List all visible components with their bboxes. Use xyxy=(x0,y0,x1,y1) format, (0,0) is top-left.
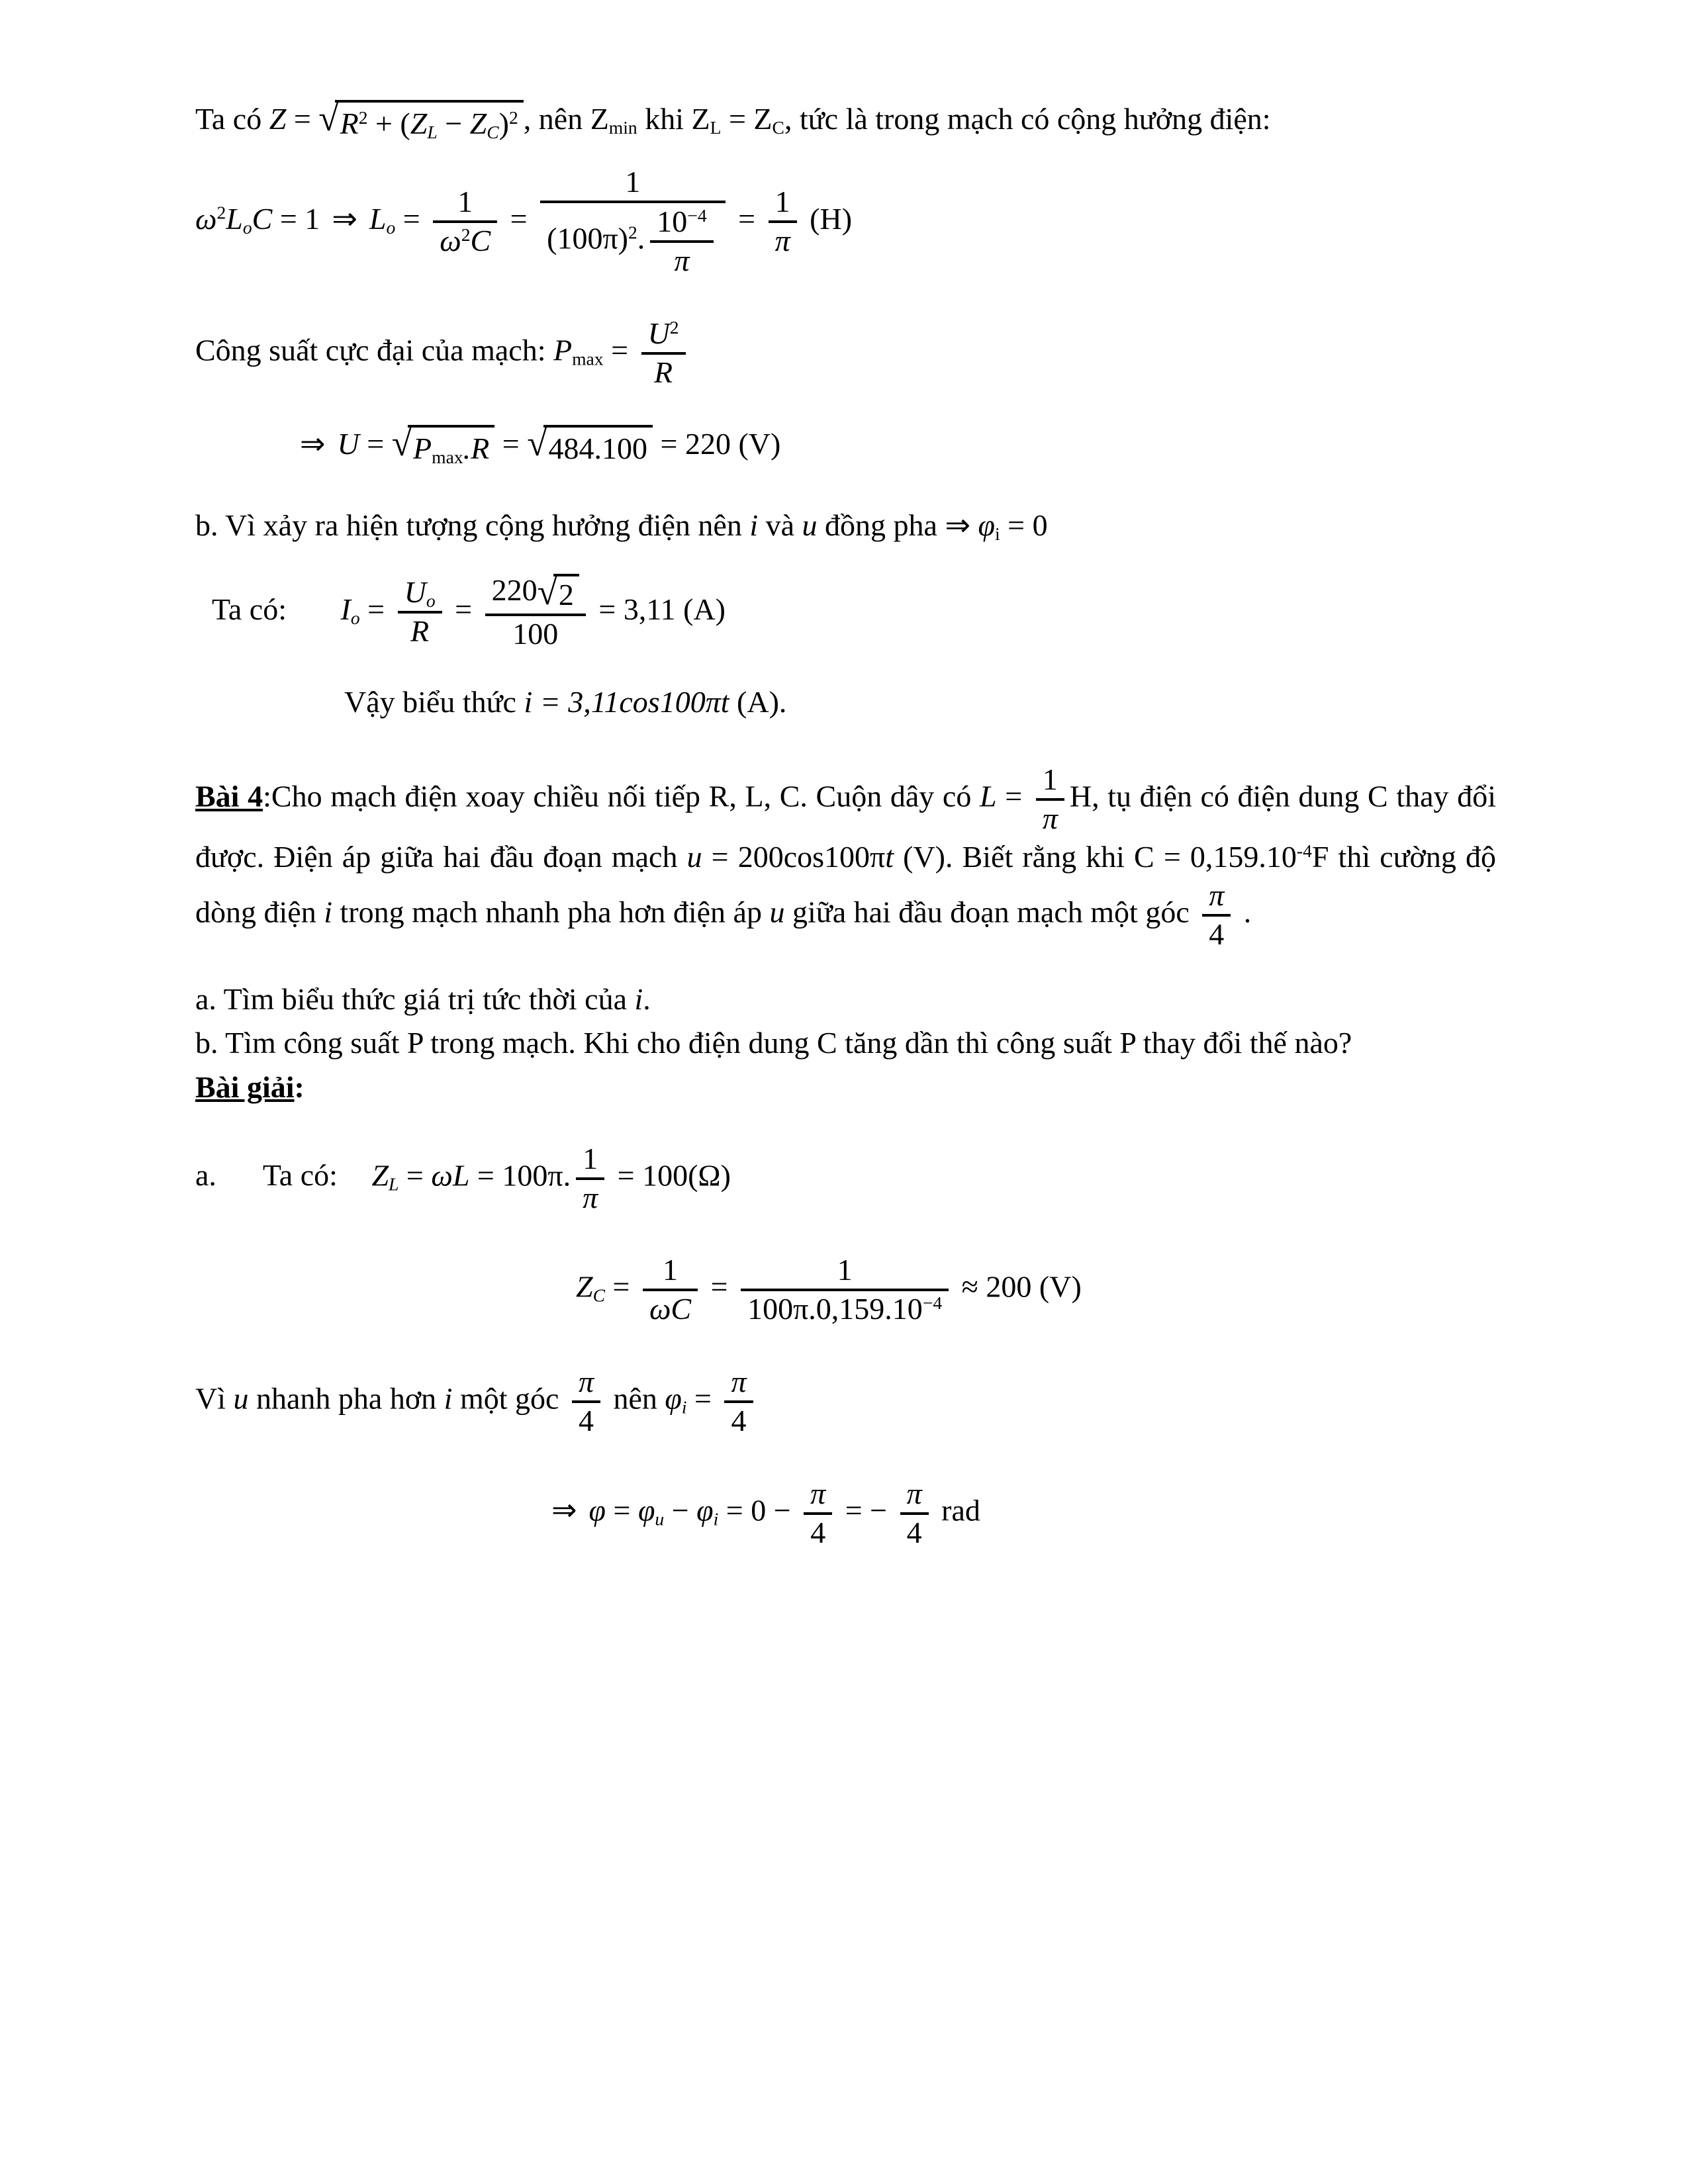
sqrt-sign-icon: √ xyxy=(391,423,412,464)
sqrt-expression xyxy=(318,100,524,144)
sqrt-body xyxy=(408,425,494,469)
var-omega: ω xyxy=(195,201,217,236)
fraction xyxy=(804,1476,832,1551)
line-impedance-intro xyxy=(195,99,1496,144)
text: giữa hai đầu đoạn mạch một góc xyxy=(784,895,1197,929)
text: khi Z xyxy=(637,102,710,136)
sub: i xyxy=(713,1508,719,1529)
unit: (V) xyxy=(1039,1269,1082,1304)
fraction-denominator: π xyxy=(576,1177,604,1216)
var-i: i xyxy=(324,895,332,929)
sub: o xyxy=(350,607,360,628)
var-I: I xyxy=(340,592,351,626)
text: , tức là trong mạch có cộng hưởng điện: xyxy=(784,102,1271,136)
fraction xyxy=(572,1364,600,1439)
sqrt-sign-icon: √ xyxy=(527,423,547,464)
text: = xyxy=(996,779,1031,813)
text: Ta có xyxy=(195,102,269,136)
text: F thì cường độ dòng điện xyxy=(195,840,1496,929)
text: = 0 xyxy=(1000,508,1048,543)
fraction xyxy=(643,1252,698,1328)
sqrt-expression xyxy=(537,571,579,613)
fraction-numerator: 1 xyxy=(774,185,790,219)
fraction-denominator: 100 xyxy=(485,614,586,653)
fraction-numerator: π xyxy=(810,1477,826,1511)
var-L: L xyxy=(980,779,997,813)
equation-zc xyxy=(195,1252,1496,1328)
implies-arrow: ⇒ xyxy=(551,1493,577,1527)
var-i: i xyxy=(749,508,759,543)
var-C: C xyxy=(252,201,273,236)
fraction-denominator xyxy=(540,201,726,280)
fraction-denominator xyxy=(741,1289,949,1328)
equation-zl xyxy=(195,1141,1496,1216)
text: b. Vì xảy ra hiện tượng cộng hưởng điện nên xyxy=(195,508,750,543)
text: H, tụ điện có điện dung C thay đổi được. Điện áp giữa hai đầu đoạn mạch xyxy=(195,779,1496,874)
fraction-denominator: R xyxy=(398,611,442,650)
fraction xyxy=(398,574,442,650)
text: và xyxy=(758,508,802,543)
sup: −4 xyxy=(687,205,707,226)
sub: i xyxy=(681,1396,687,1418)
fraction-numerator: 1 xyxy=(1042,762,1058,797)
fraction-numerator: 1 xyxy=(663,1253,679,1287)
text: 100π.0,159.10 xyxy=(747,1292,923,1326)
text: = xyxy=(286,102,319,136)
unit: (Ω) xyxy=(688,1158,731,1193)
sqrt-body: 2 xyxy=(553,574,579,613)
text: − xyxy=(664,1493,697,1527)
fraction-denominator: 4 xyxy=(804,1512,832,1551)
equation-voltage xyxy=(195,424,1496,469)
line-expression-i xyxy=(195,682,1496,723)
var-Lo: L xyxy=(369,201,387,236)
var-U: U xyxy=(647,316,670,351)
text: : xyxy=(294,1069,305,1104)
fraction-denominator: 4 xyxy=(1202,914,1231,953)
sub: L xyxy=(427,121,438,142)
text: . xyxy=(637,221,645,255)
text: = xyxy=(605,1269,637,1304)
sub: max xyxy=(572,348,604,369)
text: = Z xyxy=(721,102,773,136)
sub: C xyxy=(592,1285,605,1306)
var-t: t xyxy=(720,684,729,719)
fraction-numerator: 1 xyxy=(837,1253,853,1287)
text: Ta có: xyxy=(212,592,295,626)
var-phi: φ xyxy=(588,1493,606,1527)
var-phi: φ xyxy=(978,508,995,543)
fraction xyxy=(576,1141,604,1216)
text: + ( xyxy=(367,107,410,141)
fraction-denominator: π xyxy=(650,240,713,279)
var-phi-i: φ xyxy=(696,1493,714,1527)
fraction-numerator: 1 xyxy=(457,185,473,219)
list-marker: a. xyxy=(195,1158,216,1193)
var-L: L xyxy=(226,201,243,236)
implies-arrow: ⇒ xyxy=(332,201,357,236)
text: a. Tìm biểu thức giá trị tức thời của xyxy=(195,981,635,1016)
fraction-denominator xyxy=(433,220,497,259)
fraction-denominator: 4 xyxy=(724,1400,753,1439)
text: Vậy biểu thức xyxy=(344,684,524,719)
var-phi-u: φ xyxy=(637,1493,655,1527)
unit: (A). xyxy=(729,684,787,719)
text: = 200cos100π xyxy=(702,840,886,874)
sup: 2 xyxy=(216,202,226,223)
sub: C xyxy=(487,121,499,142)
fraction-numerator: π xyxy=(906,1477,922,1511)
text: . xyxy=(1236,895,1252,929)
line-phase xyxy=(195,1364,1496,1439)
sqrt-sign-icon: √ xyxy=(537,571,557,612)
var-ZC: Z xyxy=(469,107,487,141)
fraction xyxy=(900,1476,929,1551)
sup: 2 xyxy=(358,107,368,128)
implies-arrow: ⇒ xyxy=(300,427,326,461)
equation-resonance-lo xyxy=(195,164,1496,280)
text: = xyxy=(686,1381,720,1416)
sup: 2 xyxy=(669,317,679,338)
fraction-numerator: π xyxy=(578,1365,594,1399)
sub: o xyxy=(242,216,252,238)
text: Vì xyxy=(195,1381,234,1416)
heading-bai-giai xyxy=(195,1068,1496,1108)
var-u: u xyxy=(769,895,785,929)
text: Ta có: xyxy=(262,1158,346,1193)
line-question-b xyxy=(195,1023,1496,1064)
fraction-denominator: ωC xyxy=(643,1289,698,1328)
text: nhanh pha hơn xyxy=(248,1381,444,1416)
fraction xyxy=(1036,762,1064,837)
text: = xyxy=(502,201,536,236)
sqrt-sign-icon: √ xyxy=(318,98,339,139)
sub: i xyxy=(994,523,1000,544)
fraction-denominator: R xyxy=(641,352,686,391)
text: = xyxy=(606,1493,638,1527)
sup: 2 xyxy=(628,221,637,242)
text: ) xyxy=(498,107,509,141)
text: = xyxy=(359,427,392,461)
sub: u xyxy=(655,1508,665,1529)
text: 220 xyxy=(491,572,538,607)
sub: o xyxy=(386,216,396,238)
var-P: P xyxy=(553,333,573,367)
text: , nên Z xyxy=(523,102,609,136)
fraction-denominator: π xyxy=(769,220,797,259)
sup: −4 xyxy=(922,1293,943,1314)
text: = xyxy=(359,592,393,626)
text: − xyxy=(437,107,470,141)
fraction xyxy=(769,184,797,259)
text: = 1 xyxy=(272,201,320,236)
text: .R xyxy=(463,432,490,466)
sub: min xyxy=(608,116,637,138)
var-C: C xyxy=(470,224,491,258)
fraction-numerator: 1 xyxy=(583,1141,598,1175)
sqrt-body xyxy=(543,425,653,469)
text: = 100 xyxy=(610,1158,688,1193)
text: một góc xyxy=(452,1381,567,1416)
text: = 3,11cos100π xyxy=(532,684,721,719)
text: đồng pha ⇒ xyxy=(817,508,978,543)
var-Z: Z xyxy=(269,102,287,136)
text: . xyxy=(643,981,651,1016)
fraction-numerator: π xyxy=(731,1365,747,1399)
text: trong mạch nhanh pha hơn điện áp xyxy=(332,895,770,929)
var-U: U xyxy=(337,427,359,461)
sub: L xyxy=(389,1173,399,1195)
fraction-numerator: 1 xyxy=(625,164,641,199)
fraction xyxy=(641,316,686,391)
paragraph-bai4 xyxy=(195,762,1496,952)
text: b. Tìm công suất P trong mạch. Khi cho điện dung C tăng dần thì công suất P thay đổi thế nào? xyxy=(195,1026,1352,1060)
sqrt-expression xyxy=(527,425,653,469)
sub: max xyxy=(432,447,463,468)
unit: rad xyxy=(933,1493,980,1527)
sup: 2 xyxy=(508,107,518,128)
fraction xyxy=(433,184,497,259)
fraction-numerator xyxy=(641,316,686,352)
var-ZC: Z xyxy=(576,1269,593,1304)
solution-heading: Bài giải xyxy=(195,1069,295,1104)
line-question-a xyxy=(195,979,1496,1020)
fraction-numerator xyxy=(485,572,586,614)
unit: (H) xyxy=(802,201,853,236)
text: = 3,11 xyxy=(590,592,684,626)
var-u: u xyxy=(233,1381,249,1416)
equation-phi xyxy=(195,1476,1496,1551)
unit: (A) xyxy=(683,592,726,626)
var-i: i xyxy=(444,1381,453,1416)
problem-title: Bài 4 xyxy=(195,779,263,813)
unit: (V) xyxy=(738,427,781,461)
text: = xyxy=(399,1158,432,1193)
text: nên xyxy=(605,1381,665,1416)
sup: 2 xyxy=(461,224,471,245)
fraction-nested xyxy=(650,204,713,279)
sub: o xyxy=(426,590,436,612)
var-ZL: Z xyxy=(371,1158,389,1193)
var-u: u xyxy=(802,508,818,543)
var-phi: φ xyxy=(665,1381,682,1416)
var-omega: ω xyxy=(440,224,461,258)
sub: L xyxy=(710,116,722,138)
text: = xyxy=(395,201,428,236)
text: (V). Biết rằng khi C = 0,159.10 xyxy=(894,840,1297,874)
fraction xyxy=(741,1252,949,1328)
fraction-numerator xyxy=(650,204,713,240)
text: = xyxy=(730,201,763,236)
fraction xyxy=(485,572,586,653)
text: ≈ 200 xyxy=(954,1269,1039,1304)
text: = − xyxy=(837,1493,895,1527)
fraction xyxy=(1202,878,1231,953)
var-P: P xyxy=(413,432,432,466)
fraction-denominator: 4 xyxy=(900,1512,929,1551)
var-U: U xyxy=(404,575,426,610)
line-part-b xyxy=(195,506,1496,546)
page-content xyxy=(195,99,1496,1551)
sup: -4 xyxy=(1296,840,1312,861)
text: :Cho mạch điện xoay chiều nối tiếp R, L, C. Cuộn dây có xyxy=(263,779,980,813)
text: = xyxy=(494,427,528,461)
var-omegaL: ωL xyxy=(431,1158,470,1193)
text: 484.100 xyxy=(548,432,648,466)
fraction-numerator xyxy=(398,574,442,611)
sub: C xyxy=(772,116,784,138)
fraction-denominator: 4 xyxy=(572,1400,600,1439)
text: = xyxy=(447,592,480,626)
var-i: i xyxy=(524,684,533,719)
text: (100π) xyxy=(547,221,628,255)
fraction-denominator: π xyxy=(1036,798,1064,837)
text: Công suất cực đại của mạch: xyxy=(195,333,553,367)
text: = 100π. xyxy=(469,1158,571,1193)
text: = 220 xyxy=(653,427,739,461)
sqrt-expression xyxy=(392,425,495,469)
fraction xyxy=(724,1364,753,1439)
var-t: t xyxy=(885,840,894,874)
text: = xyxy=(703,1269,736,1304)
var-ZL: Z xyxy=(410,107,428,141)
var-i: i xyxy=(634,981,643,1016)
text: = xyxy=(603,333,636,367)
equation-io xyxy=(195,572,1496,653)
fraction xyxy=(540,164,726,280)
line-pmax xyxy=(195,316,1496,391)
text: = 0 − xyxy=(718,1493,799,1527)
fraction-numerator: π xyxy=(1209,878,1225,912)
var-R: R xyxy=(340,107,359,141)
var-u: u xyxy=(686,840,702,874)
text: 10 xyxy=(657,204,688,238)
sqrt-body xyxy=(335,100,524,144)
